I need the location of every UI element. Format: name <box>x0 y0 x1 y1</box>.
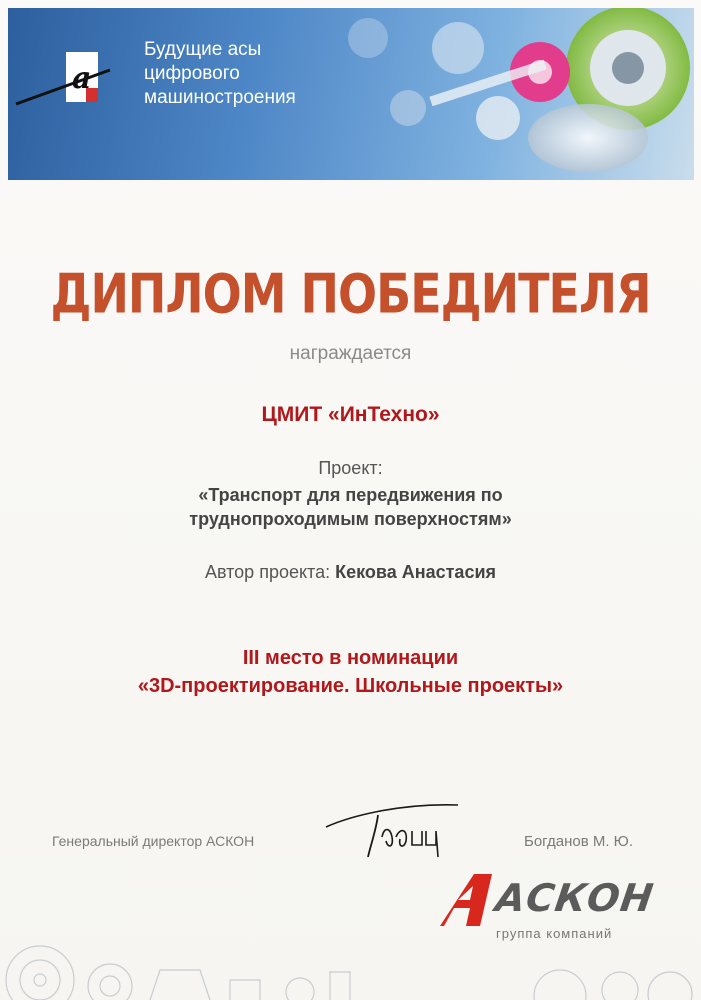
signature-row <box>0 825 701 865</box>
project-label: Проект: <box>318 458 383 478</box>
event-title <box>144 38 344 110</box>
machinery-illustration <box>308 8 694 180</box>
signatory-name: Богданов М. Ю. <box>524 833 633 850</box>
author-name: Кекова Анастасия <box>335 562 497 582</box>
author-label: Автор проекта: <box>204 562 331 582</box>
diploma-title: ДИПЛОМ ПОБЕДИТЕЛЯ <box>50 262 651 326</box>
project-name-line: «Транспорт для передвижения по <box>198 485 503 505</box>
company-logo <box>440 872 657 944</box>
company-name: АСКОН <box>492 876 657 920</box>
signatory-position: Генеральный директор АСКОН <box>52 833 255 849</box>
award-place <box>0 644 701 700</box>
event-title-line: Будущие асы <box>144 39 262 60</box>
project-author <box>0 562 701 583</box>
awarded-label: награждается <box>289 343 412 364</box>
place-line: III место в номинации <box>242 647 459 669</box>
event-title-line: цифрового <box>144 63 240 84</box>
project-name <box>0 483 701 531</box>
company-subtitle: группа компаний <box>496 926 613 941</box>
nomination-line: «3D-проектирование. Школьные проекты» <box>137 675 564 697</box>
event-logo <box>14 48 114 114</box>
handwritten-signature <box>318 797 468 867</box>
svg-text:a: a <box>72 61 92 96</box>
event-title-line: машиностроения <box>144 87 296 108</box>
header-banner <box>8 8 694 180</box>
project-name-line: труднопроходимым поверхностям» <box>189 509 512 529</box>
awardee-organization: ЦМИТ «ИнТехно» <box>261 403 440 426</box>
